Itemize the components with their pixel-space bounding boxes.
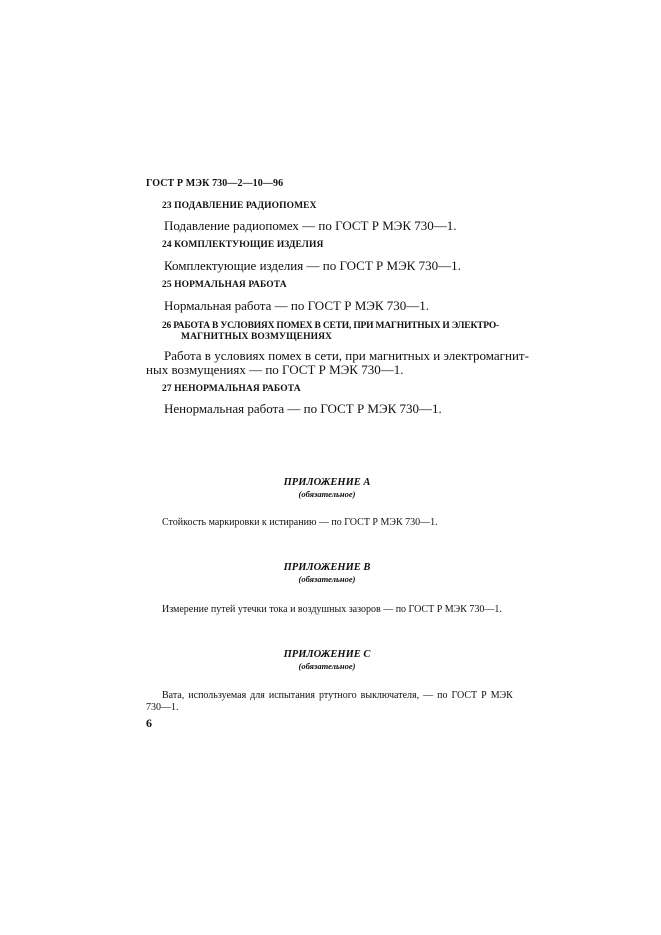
appendix-a-status: (обязательное) <box>298 489 356 499</box>
appendix-c-status: (обязательное) <box>298 661 356 671</box>
document-header: ГОСТ Р МЭК 730—2—10—96 <box>146 178 284 189</box>
section-26-text-line2: ных возмущениях — по ГОСТ Р МЭК 730—1. <box>146 362 404 377</box>
section-24-text: Комплектующие изделия — по ГОСТ Р МЭК 730—1. <box>164 258 461 273</box>
page-number: 6 <box>146 716 152 730</box>
section-23-text: Подавление радиопомех — по ГОСТ Р МЭК 730—1. <box>164 218 457 233</box>
appendix-c-text-line2: 730—1. <box>146 702 179 713</box>
section-26-heading-line1: 26 РАБОТА В УСЛОВИЯХ ПОМЕХ В СЕТИ, ПРИ МАГНИТНЫХ И ЭЛЕКТРО- <box>162 321 499 331</box>
appendix-a-title: ПРИЛОЖЕНИЕ А <box>283 477 371 488</box>
appendix-c-text-line1: Вата, используемая для испытания ртутного выключателя, — по ГОСТ Р МЭК <box>162 690 513 701</box>
section-26-text-line1: Работа в условиях помех в сети, при магнитных и электромагнит- <box>164 348 529 363</box>
section-26-heading-line2: МАГНИТНЫХ ВОЗМУЩЕНИЯХ <box>181 332 332 342</box>
appendix-b-title: ПРИЛОЖЕНИЕ В <box>283 562 371 573</box>
section-25-heading: 25 НОРМАЛЬНАЯ РАБОТА <box>162 280 287 290</box>
appendix-b-text: Измерение путей утечки тока и воздушных зазоров — по ГОСТ Р МЭК 730—1. <box>162 604 502 615</box>
section-27-heading: 27 НЕНОРМАЛЬНАЯ РАБОТА <box>162 384 301 394</box>
section-23-heading: 23 ПОДАВЛЕНИЕ РАДИОПОМЕХ <box>162 201 317 211</box>
appendix-b-status: (обязательное) <box>298 574 356 584</box>
section-24-heading: 24 КОМПЛЕКТУЮЩИЕ ИЗДЕЛИЯ <box>162 240 324 250</box>
appendix-c-title: ПРИЛОЖЕНИЕ С <box>283 649 371 660</box>
appendix-a-text: Стойкость маркировки к истиранию — по ГОСТ Р МЭК 730—1. <box>162 517 438 528</box>
section-27-text: Ненормальная работа — по ГОСТ Р МЭК 730—1. <box>164 401 442 416</box>
section-25-text: Нормальная работа — по ГОСТ Р МЭК 730—1. <box>164 298 430 313</box>
